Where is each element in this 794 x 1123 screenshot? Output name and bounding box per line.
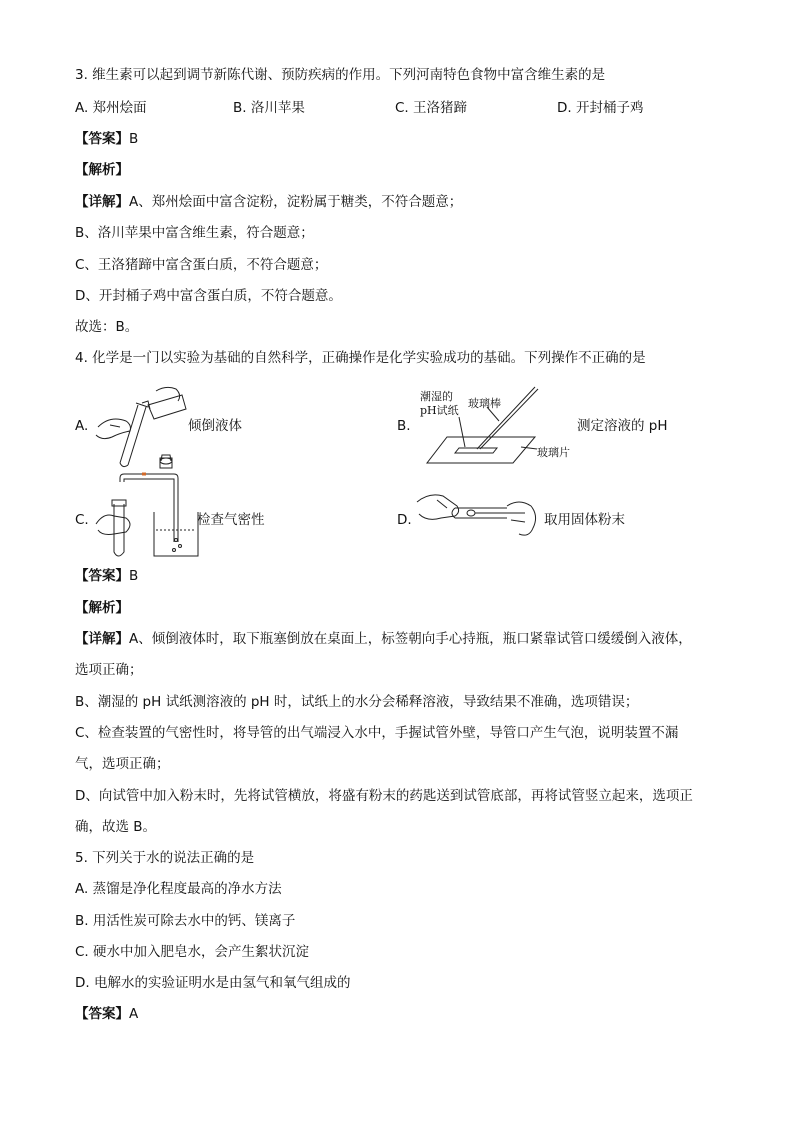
ph-label-paper: pH试纸 <box>420 404 459 417</box>
q3-option-d: D. 开封桶子鸡 <box>557 100 644 116</box>
q4-option-b-caption: 测定溶液的 pH <box>577 418 668 434</box>
q5-stem: 5. 下列关于水的说法正确的是 <box>75 850 255 866</box>
detail-tag: 【详解】 <box>75 631 129 647</box>
q3-detail-line: D、开封桶子鸡中富含蛋白质，不符合题意。 <box>75 288 342 304</box>
answer-value: A <box>129 1006 139 1022</box>
answer-value: B <box>129 131 139 147</box>
solid-powder-figure <box>415 488 540 548</box>
q4-detail-line: B、潮湿的 pH 试纸测溶液的 pH 时，试纸上的水分会稀释溶液，导致结果不准确，选项错误； <box>75 694 639 710</box>
ph-test-figure <box>425 385 545 467</box>
q3-detail-line: C、王洛猪蹄中富含蛋白质，不符合题意； <box>75 257 328 273</box>
answer-value: B <box>129 568 139 584</box>
q3-answer <box>75 130 138 148</box>
q4-option-d-caption: 取用固体粉末 <box>544 512 625 528</box>
q5-option-d: D. 电解水的实验证明水是由氢气和氧气组成的 <box>75 975 351 991</box>
q3-stem: 3. 维生素可以起到调节新陈代谢、预防疾病的作用。下列河南特色食物中富含维生素的是 <box>75 67 606 83</box>
q3-analysis-tag: 【解析】 <box>75 162 129 178</box>
detail-text: A、倾倒液体时，取下瓶塞倒放在桌面上，标签朝向手心持瓶，瓶口紧靠试管口缓缓倒入液体， <box>129 631 692 647</box>
q3-option-c: C. 王洛猪蹄 <box>395 100 468 116</box>
q5-option-b: B. 用活性炭可除去水中的钙、镁离子 <box>75 913 296 929</box>
glass-rod-label: 玻璃棒 <box>468 397 501 410</box>
q4-detail-line: 选项正确； <box>75 662 143 678</box>
q4-option-b-letter: B. <box>397 418 411 434</box>
q4-detail-line <box>75 630 692 648</box>
q5-answer <box>75 1005 138 1023</box>
q3-option-a: A. 郑州烩面 <box>75 100 147 116</box>
q4-option-a-letter: A. <box>75 418 89 434</box>
answer-tag: 【答案】 <box>75 568 129 584</box>
q3-detail-line <box>75 193 462 211</box>
q3-detail-line: B、洛川苹果中富含维生素，符合题意； <box>75 225 314 241</box>
q5-option-a: A. 蒸馏是净化程度最高的净水方法 <box>75 881 282 897</box>
q4-option-a-caption: 倾倒液体 <box>188 418 242 434</box>
airtightness-check-figure <box>90 452 200 562</box>
q4-answer <box>75 567 138 585</box>
q4-option-d-letter: D. <box>397 512 412 528</box>
answer-tag: 【答案】 <box>75 131 129 147</box>
glass-slide-label: 玻璃片 <box>537 446 570 459</box>
ph-label-wet: 潮湿的 <box>420 390 453 403</box>
q3-conclusion: 故选：B。 <box>75 319 139 335</box>
detail-tag: 【详解】 <box>75 194 129 210</box>
detail-text: A、郑州烩面中富含淀粉，淀粉属于糖类，不符合题意； <box>129 194 463 210</box>
q5-option-c: C. 硬水中加入肥皂水，会产生絮状沉淀 <box>75 944 310 960</box>
answer-tag: 【答案】 <box>75 1006 129 1022</box>
q4-stem: 4. 化学是一门以实验为基础的自然科学，正确操作是化学实验成功的基础。下列操作不正确的是 <box>75 350 646 366</box>
q4-analysis-tag: 【解析】 <box>75 600 129 616</box>
q4-detail-line: 确，故选 B。 <box>75 819 157 835</box>
q4-option-c-letter: C. <box>75 512 89 528</box>
q4-detail-line: D、向试管中加入粉末时，先将试管横放，将盛有粉末的药匙送到试管底部，再将试管竖立起来，选项正 <box>75 788 693 804</box>
q3-option-b: B. 洛川苹果 <box>233 100 305 116</box>
q4-option-c-caption: 检查气密性 <box>197 512 265 528</box>
q4-detail-line: C、检查装置的气密性时，将导管的出气端浸入水中，手握试管外壁，导管口产生气泡，说明装置不漏 <box>75 725 679 741</box>
q4-detail-line: 气，选项正确； <box>75 756 170 772</box>
